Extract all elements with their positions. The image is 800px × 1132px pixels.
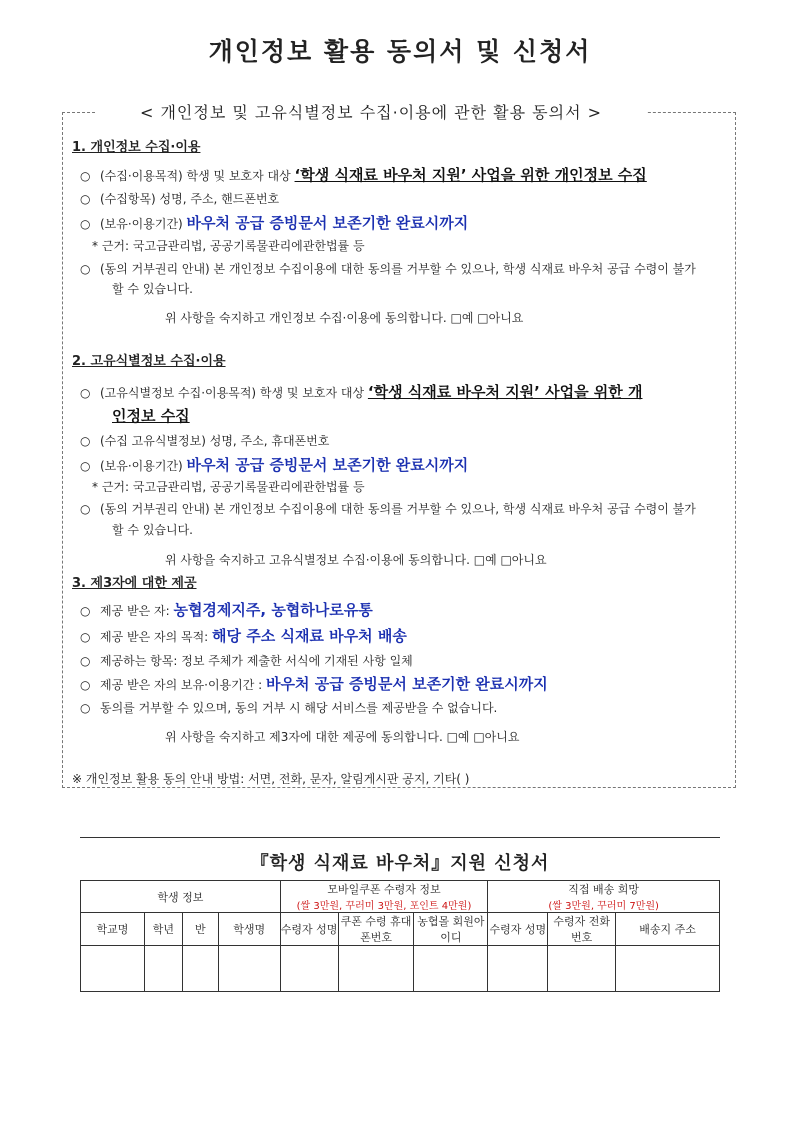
mobile-coupon-header: 모바일쿠폰 수령자 정보 (쌀 3만원, 꾸러미 3만원, 포인트 4만원)	[280, 881, 488, 913]
circle-icon: ○	[80, 630, 91, 644]
consent-box-title: < 개인정보 및 고유식별정보 수집·이용에 관한 활용 동의서 >	[95, 100, 647, 123]
col-coupon-phone: 쿠폰 수령 휴대폰번호	[338, 913, 414, 946]
s2-refuse-cont: 할 수 있습니다.	[112, 523, 193, 537]
s2-refuse: ○ (동의 거부권리 안내) 본 개인정보 수집이용에 대한 동의를 거부할 수 있으나, 학생 식재료 바우처 공급 수령이 불가	[80, 502, 696, 516]
s1-purpose: ○ (수집·이용목적) 학생 및 보호자 대상 ‘학생 식재료 바우처 지원’ 사업을 위한 개인정보 수집	[80, 166, 647, 184]
s2-purpose-cont: 인정보 수집	[112, 407, 190, 425]
circle-icon: ○	[80, 604, 91, 618]
cell-delivery-recipient-name[interactable]	[488, 946, 548, 992]
cell-grade[interactable]	[144, 946, 182, 992]
notice-method-footnote: ※ 개인정보 활용 동의 안내 방법: 서면, 전화, 문자, 알림게시판 공지, 기타( )	[72, 772, 470, 786]
col-delivery-address: 배송지 주소	[616, 913, 720, 946]
cell-delivery-phone[interactable]	[548, 946, 616, 992]
application-form-title: 『학생 식재료 바우처』지원 신청서	[250, 853, 550, 874]
circle-icon: ○	[80, 654, 91, 668]
s3-period: ○ 제공 받은 자의 보유·이용기간 : 바우처 공급 증빙문서 보존기한 완료시까지	[80, 675, 548, 693]
col-recipient-name: 수령자 성명	[280, 913, 338, 946]
s3-items: ○ 제공하는 항목: 정보 주체가 제출한 서식에 기재된 사항 일체	[80, 654, 413, 668]
circle-icon: ○	[80, 701, 91, 715]
s3-refuse: ○ 동의를 거부할 수 있으며, 동의 거부 시 해당 서비스를 제공받을 수 없습니다.	[80, 701, 498, 715]
col-delivery-phone: 수령자 전화번호	[548, 913, 616, 946]
cell-coupon-phone[interactable]	[338, 946, 414, 992]
direct-delivery-header: 직접 배송 희망 (쌀 3만원, 꾸러미 7만원)	[488, 881, 720, 913]
circle-icon: ○	[80, 434, 91, 448]
circle-icon: ○	[80, 192, 91, 206]
cell-school[interactable]	[81, 946, 145, 992]
s1-refuse-cont: 할 수 있습니다.	[112, 282, 193, 296]
col-nh-mall-id: 농협몰 회원아이디	[414, 913, 488, 946]
circle-icon: ○	[80, 217, 91, 231]
application-table	[80, 880, 720, 992]
circle-icon: ○	[80, 169, 91, 183]
s1-refuse: ○ (동의 거부권리 안내) 본 개인정보 수집이용에 대한 동의를 거부할 수 있으나, 학생 식재료 바우처 공급 수령이 불가	[80, 262, 696, 276]
s3-agree[interactable]: 위 사항을 숙지하고 제3자에 대한 제공에 동의합니다. □예 □아니요	[165, 730, 520, 744]
s1-agree[interactable]: 위 사항을 숙지하고 개인정보 수집·이용에 동의합니다. □예 □아니요	[165, 311, 524, 325]
cell-class[interactable]	[182, 946, 218, 992]
cell-delivery-address[interactable]	[616, 946, 720, 992]
col-student-name: 학생명	[218, 913, 280, 946]
col-grade: 학년	[144, 913, 182, 946]
s2-items: ○ (수집 고유식별정보) 성명, 주소, 휴대폰번호	[80, 434, 330, 448]
circle-icon: ○	[80, 386, 91, 400]
mobile-coupon-subnote: (쌀 3만원, 꾸러미 3만원, 포인트 4만원)	[296, 901, 472, 912]
section-2-heading: 2. 고유식별정보 수집·이용	[72, 354, 226, 369]
col-class: 반	[182, 913, 218, 946]
s2-period: ○ (보유·이용기간) 바우처 공급 증빙문서 보존기한 완료시까지	[80, 456, 469, 474]
s3-recipient: ○ 제공 받은 자: 농협경제지주, 농협하나로유통	[80, 601, 373, 619]
student-info-header: 학생 정보	[81, 881, 281, 913]
cell-recipient-name[interactable]	[280, 946, 338, 992]
direct-delivery-subnote: (쌀 3만원, 꾸러미 7만원)	[548, 901, 659, 912]
cell-nh-mall-id[interactable]	[414, 946, 488, 992]
page-title: 개인정보 활용 동의서 및 신청서	[208, 37, 592, 66]
section-3-heading: 3. 제3자에 대한 제공	[72, 576, 197, 591]
cut-line-divider	[80, 837, 720, 838]
s2-basis: * 근거: 국고금관리법, 공공기록물관리에관한법률 등	[92, 480, 365, 494]
section-1-heading: 1. 개인정보 수집·이용	[72, 140, 201, 155]
col-delivery-recipient-name: 수령자 성명	[488, 913, 548, 946]
circle-icon: ○	[80, 678, 91, 692]
circle-icon: ○	[80, 502, 91, 516]
s1-basis: * 근거: 국고금관리법, 공공기록물관리에관한법률 등	[92, 239, 365, 253]
s1-items: ○ (수집항목) 성명, 주소, 핸드폰번호	[80, 192, 280, 206]
circle-icon: ○	[80, 459, 91, 473]
cell-student-name[interactable]	[218, 946, 280, 992]
s3-goal: ○ 제공 받은 자의 목적: 해당 주소 식재료 바우처 배송	[80, 627, 407, 645]
s2-agree[interactable]: 위 사항을 숙지하고 고유식별정보 수집·이용에 동의합니다. □예 □아니요	[165, 553, 547, 567]
s2-purpose: ○ (고유식별정보 수집·이용목적) 학생 및 보호자 대상 ‘학생 식재료 바우처 지원’ 사업을 위한 개	[80, 383, 643, 401]
circle-icon: ○	[80, 262, 91, 276]
col-school: 학교명	[81, 913, 145, 946]
s1-period: ○ (보유·이용기간) 바우처 공급 증빙문서 보존기한 완료시까지	[80, 214, 469, 232]
